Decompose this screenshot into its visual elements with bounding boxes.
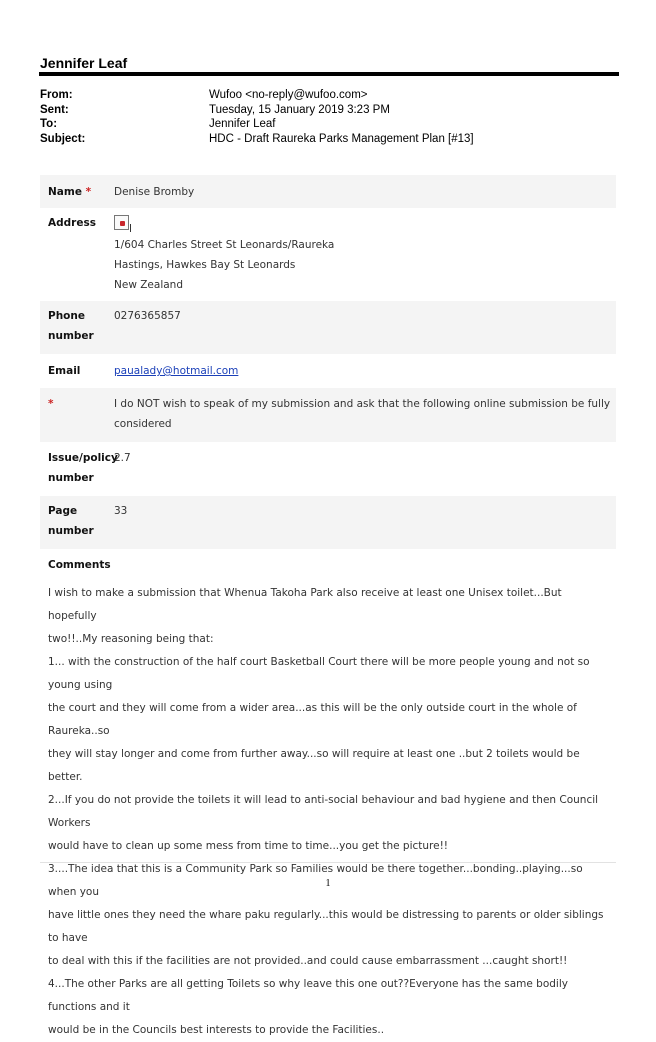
- page-value: 33: [114, 505, 128, 517]
- address-value: [114, 213, 616, 300]
- comment-line: 3....The idea that this is a Community Park so Families would be there together...bonding..playing...so when you: [48, 863, 583, 898]
- address-line-3: New Zealand: [114, 279, 183, 291]
- comments-label: Comments: [48, 559, 111, 571]
- page-row: [40, 496, 616, 550]
- header-subject-value: HDC - Draft Raureka Parks Management Plan [#13]: [209, 132, 474, 145]
- page-label-line-2: number: [48, 525, 94, 537]
- header-sent-row: [40, 103, 620, 118]
- consent-line-2: considered: [114, 418, 172, 430]
- header-sent-value: Tuesday, 15 January 2019 3:23 PM: [209, 103, 390, 116]
- header-subject-label: Subject:: [40, 132, 86, 145]
- issue-row: [40, 443, 616, 496]
- map-image-icon[interactable]: [114, 215, 129, 230]
- address-label: Address: [48, 217, 96, 229]
- page-label: [40, 501, 114, 549]
- comments-divider: [40, 862, 616, 863]
- header-to-label: To:: [40, 118, 58, 131]
- header-subject-row: [40, 132, 620, 147]
- consent-line-1: I do NOT wish to speak of my submission and ask that the following online submission be fully: [114, 398, 611, 410]
- name-value: Denise Bromby: [114, 185, 195, 198]
- issue-label-line-2: number: [48, 472, 94, 484]
- required-mark: *: [85, 185, 92, 198]
- name-label: [40, 182, 114, 202]
- email-link[interactable]: paualady@hotmail.com: [114, 365, 239, 377]
- comment-line: would have to clean up some mess from time to time...you get the picture!!: [48, 840, 449, 852]
- email-label: Email: [48, 365, 81, 377]
- issue-label-line-1: Issue/policy: [48, 452, 118, 464]
- phone-label: [40, 306, 114, 354]
- issue-label: [40, 448, 118, 495]
- comment-line: would be in the Councils best interests to provide the Facilities..: [48, 1024, 385, 1036]
- name-label-text: Name: [48, 185, 82, 198]
- header-from-label: From:: [40, 89, 73, 101]
- email-header: [40, 88, 620, 146]
- comment-line: they will stay longer and come from further away...so will require at least one ..but 2 toilets would be better.: [48, 748, 580, 783]
- comment-line: two!!..My reasoning being that:: [48, 633, 214, 645]
- address-row: [40, 209, 616, 301]
- comment-line: I wish to make a submission that Whenua Takoha Park also receive at least one Unisex toilet...But hopefully: [48, 587, 562, 622]
- page-label-line-1: Page: [48, 505, 78, 517]
- phone-label-line-1: Phone: [48, 310, 85, 322]
- comments-section: [40, 556, 616, 1042]
- comments-body: [40, 582, 616, 1042]
- comment-line: the court and they will come from a wider area...as this will be the only outside court in the whole of Raureka..so: [48, 702, 577, 737]
- page-number: 1: [325, 878, 331, 889]
- address-line-2: Hastings, Hawkes Bay St Leonards: [114, 259, 296, 271]
- header-sent-label: Sent:: [40, 103, 69, 116]
- phone-value: 0276365857: [114, 310, 181, 322]
- consent-label: [40, 394, 114, 442]
- comment-line: 1... with the construction of the half court Basketball Court there will be more people young and not so young using: [48, 656, 590, 691]
- address-line-1: 1/604 Charles Street St Leonards/Raureka: [114, 239, 335, 251]
- comment-line: to deal with this if the facilities are not provided..and could cause embarrassment ...caught short!!: [48, 955, 568, 967]
- header-from-row: [40, 88, 620, 103]
- submission-form: [40, 175, 616, 550]
- issue-value: 2.7: [114, 452, 131, 464]
- comment-line: have little ones they need the whare paku regularly...this would be distressing to parents or older siblings to have: [48, 909, 604, 944]
- comment-line: 2...If you do not provide the toilets it will lead to anti-social behaviour and bad hygiene and then Council Workers: [48, 794, 599, 829]
- consent-value: [114, 394, 616, 442]
- header-divider: [39, 72, 619, 76]
- phone-label-line-2: number: [48, 330, 94, 342]
- email-row: [40, 355, 616, 388]
- name-row: [40, 175, 616, 209]
- consent-required-mark: *: [48, 398, 54, 410]
- header-from-value: Wufoo <no-reply@wufoo.com>: [209, 89, 368, 101]
- phone-row: [40, 301, 616, 355]
- header-to-row: [40, 117, 620, 132]
- comment-line: 4...The other Parks are all getting Toilets so why leave this one out??Everyone has the same bodily functions and it: [48, 978, 568, 1013]
- consent-row: [40, 388, 616, 443]
- header-to-value: Jennifer Leaf: [209, 118, 276, 131]
- sender-name: Jennifer Leaf: [40, 55, 128, 71]
